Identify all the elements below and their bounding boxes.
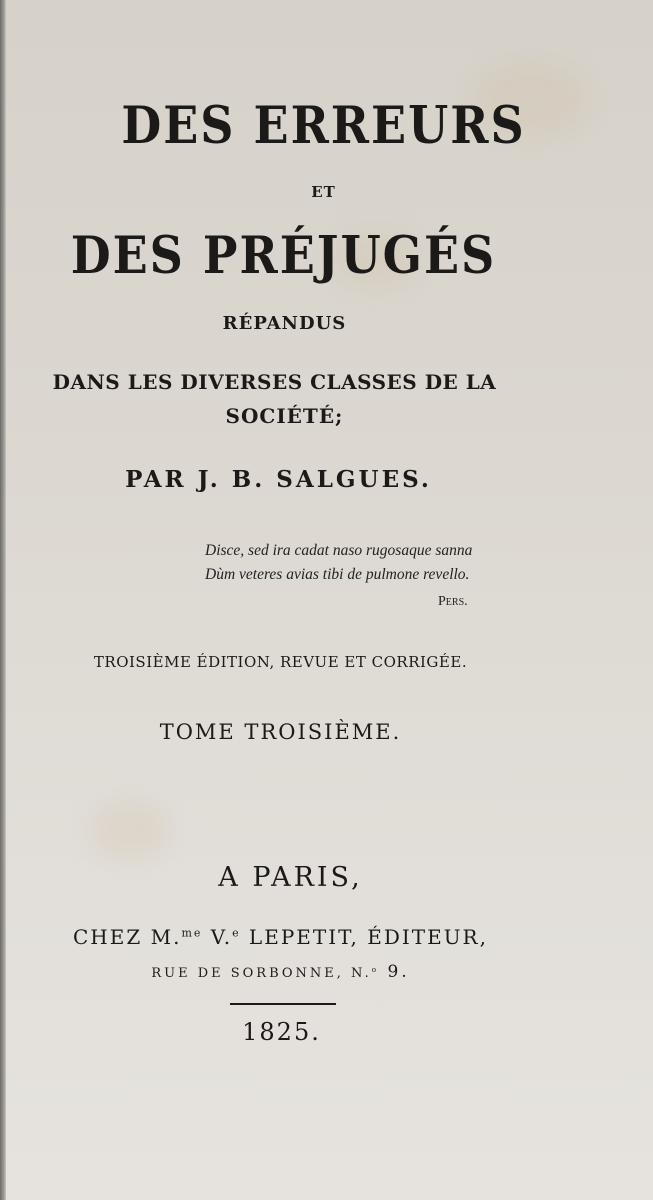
horizontal-rule (230, 1003, 336, 1005)
subtitle-line-1: RÉPANDUS (222, 313, 347, 334)
epigraph-line-2: Dùm veteres avias tibi de pulmone revello. (205, 566, 470, 583)
title-conjunction: ET (311, 183, 336, 201)
author-line: PAR J. B. SALGUES. (125, 466, 432, 493)
address-sup: o (371, 965, 380, 974)
address-prefix: RUE DE SORBONNE, N. (151, 966, 372, 981)
epigraph-line-1: Disce, sed ira cadat naso rugosaque sanna (205, 542, 473, 559)
subtitle-line-3: SOCIÉTÉ; (225, 404, 344, 428)
address-suffix: 9. (379, 962, 410, 982)
paper-stain (90, 800, 170, 860)
subtitle-line-2: DANS LES DIVERSES CLASSES DE LA (52, 370, 497, 394)
title-line-1: DES ERREURS (121, 94, 526, 156)
volume-line: TOME TROISIÈME. (159, 720, 402, 744)
imprint-year: 1825. (242, 1018, 321, 1046)
imprint-city: A PARIS, (218, 862, 363, 893)
publisher-prefix: CHEZ M. (73, 925, 182, 949)
publisher-suffix: LEPETIT, ÉDITEUR, (240, 925, 488, 949)
publisher-sup-1: me (181, 926, 203, 940)
imprint-address (0, 962, 607, 982)
imprint-publisher (0, 925, 607, 949)
title-line-2: DES PRÉJUGÉS (70, 224, 497, 286)
epigraph-attribution: Pers. (438, 594, 468, 609)
publisher-mid: V. (202, 925, 233, 949)
publisher-sup-2: e (232, 926, 241, 940)
edition-line: TROISIÈME ÉDITION, REVUE ET CORRIGÉE. (93, 653, 468, 671)
